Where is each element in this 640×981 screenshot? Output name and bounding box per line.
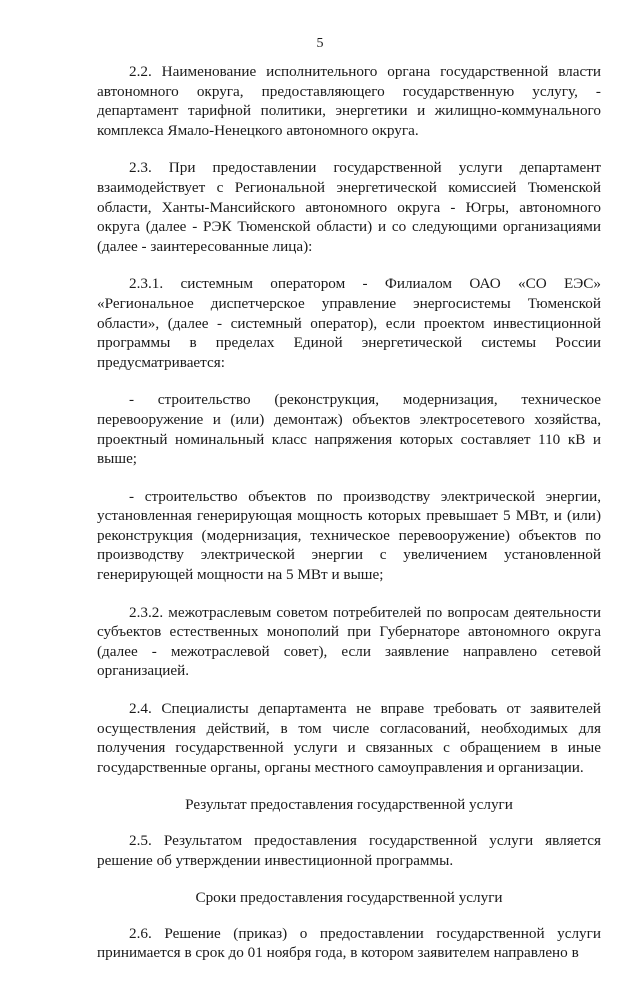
list-item-generation-construction: - строительство объектов по производству электрической энергии, установленная генерирующая мощность которых превышает 5 МВт, и (или) реконструкция (модернизация, техническое перевооружение) объектов по производству электрической энергии с увеличением установленной генерирующей мощности на 5 МВт и выше;: [97, 487, 601, 584]
list-item-grid-construction: - строительство (реконструкция, модернизация, техническое перевооружение и (или) демонтаж) объектов электросетевого хозяйства, проектный номинальный класс напряжения которых составляет 110 кВ и выше;: [97, 391, 601, 468]
paragraph-2-3-2: 2.3.2. межотраслевым советом потребителей по вопросам деятельности субъектов естественных монополий при Губернаторе автономного округа (далее - межотраслевой совет), если заявление направлено сетевой организацией.: [97, 603, 601, 680]
page-number: 5: [316, 36, 324, 51]
paragraph-2-5: 2.5. Результатом предоставления государственной услуги является решение об утверждении инвестиционной программы.: [97, 832, 601, 869]
paragraph-2-2: 2.2. Наименование исполнительного органа государственной власти автономного округа, предоставляющего государственную услугу, - департамент тарифной политики, энергетики и жилищно-коммунального комплекса Ямало-Ненецкого автономного округа.: [97, 63, 601, 139]
paragraph-2-3: 2.3. При предоставлении государственной услуги департамент взаимодействует с Региональной энергетической комиссией Тюменской области, Ханты-Мансийского автономного округа - Югры, автономного округа (далее - РЭК Тюменской области) и со следующими организациями (далее - заинтересованные лица):: [97, 159, 601, 255]
paragraph-2-4: 2.4. Специалисты департамента не вправе требовать от заявителей осуществления действий, в том числе согласований, необходимых для получения государственной услуги и связанных с обращением в иные государственные органы, органы местного самоуправления и организации.: [97, 700, 601, 776]
paragraph-2-6: 2.6. Решение (приказ) о предоставлении государственной услуги принимается в срок до 01 ноября года, в котором заявителем направлено в: [97, 924, 601, 962]
section-heading-result: Результат предоставления государственной услуги: [185, 796, 513, 814]
section-heading-terms: Сроки предоставления государственной услуги: [195, 889, 503, 907]
paragraph-2-3-1: 2.3.1. системным оператором - Филиалом ОАО «СО ЕЭС» «Региональное диспетчерское управление энергосистемы Тюменской области», (далее - системный оператор), если проектом инвестиционной программы в пределах Единой энергетической системы России предусматривается:: [97, 275, 601, 371]
document-body: [97, 62, 601, 981]
